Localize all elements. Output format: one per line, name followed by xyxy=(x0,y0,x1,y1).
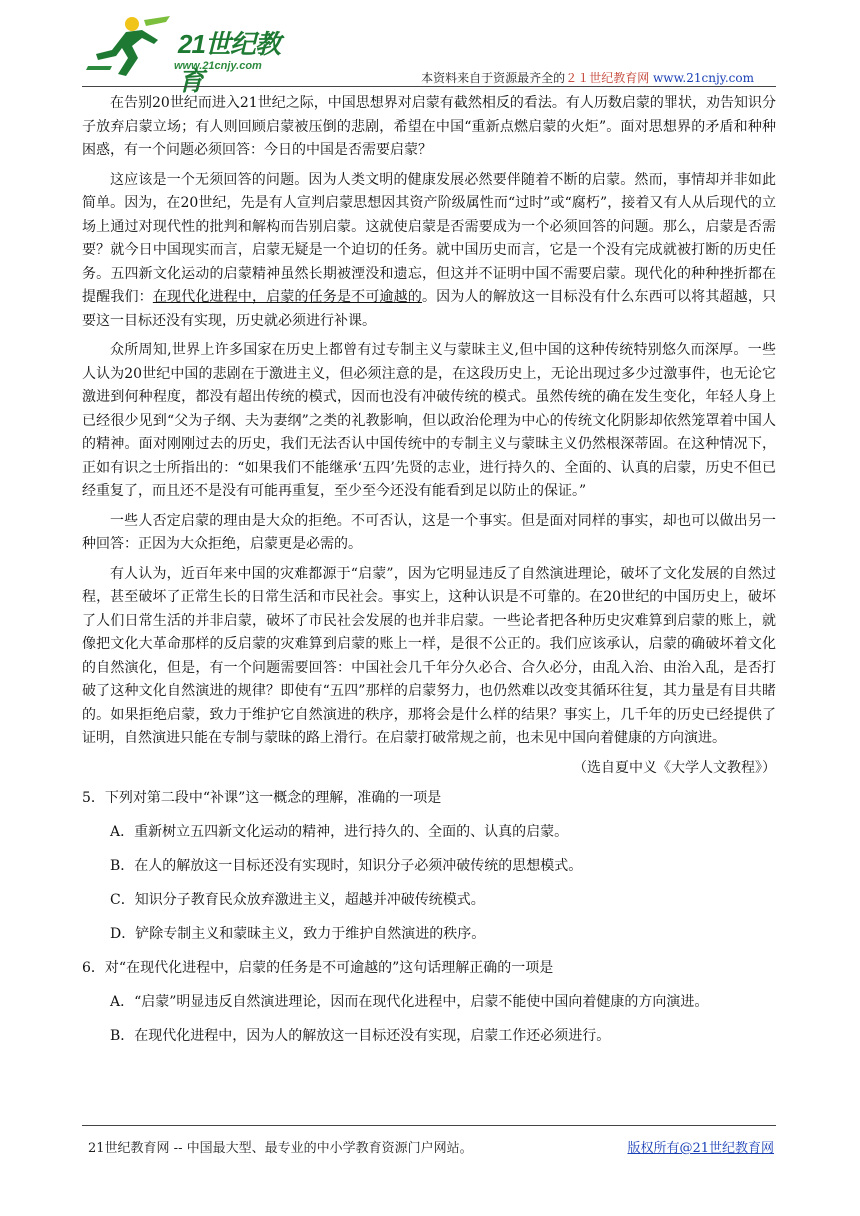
header-source-prefix: 本资料来自于资源最齐全的 xyxy=(421,71,566,85)
paragraph-5: 有人认为，近百年来中国的灾难都源于“启蒙”，因为它明显违反了自然演进理论，破坏了文化发展的自然过程，甚至破坏了正常生长的日常生活和市民社会。事实上，这种认识是不可靠的。在20世纪的中国历史上，破坏了人们日常生活的并非启蒙，破坏了市民社会发展的也并非启蒙。一些论者把各种历史灾难算到启蒙的账上，就像把文化大革命那样的反启蒙的灾难算到启蒙的账上一样，是很不公正的。我们应该承认，启蒙的确破坏着文化的自然演化，但是，有一个问题需要回答：中国社会几千年分久必合、合久必分，由乱入治、由治入乱，是否打破了这种文化自然演进的规律？即使有“五四”那样的启蒙努力，也仍然难以改变其循环往复，其力量是有目共睹的。如果拒绝启蒙，致力于维护它自然演进的秩序，那将会是什么样的结果？事实上，几千年的历史已经提供了证明，自然演进只能在专制与蒙昧的路上滑行。在启蒙打破常规之前，也未见中国向着健康的方向演进。 xyxy=(82,565,776,746)
question-5-option-a: A．重新树立五四新文化运动的精神，进行持久的、全面的、认真的启蒙。 xyxy=(110,823,569,840)
header-source-url[interactable]: www.21cnjy.com xyxy=(653,71,754,85)
logo-text: 21世纪教育 xyxy=(178,29,280,96)
header-source-line xyxy=(421,69,754,86)
header-source-site[interactable]: ２１世纪教育网 xyxy=(565,71,650,85)
paragraph-3: 众所周知,世界上许多国家在历史上都曾有过专制主义与蒙昧主义,但中国的这种传统特别悠久而深厚。一些人认为20世纪中国的悲剧在于激进主义，但必须注意的是，在这段历史上，无论出现过多少过激事件，也无论它激进到何种程度，都没有超出传统的模式，因而也没有冲破传统的模式。虽然传统的确在发生变化，年轻人身上已经很少见到“父为子纲、夫为妻纲”之类的礼教影响，但以政治伦理为中心的传统文化阴影却依然笼罩着中国人的精神。面对刚刚过去的历史，我们无法否认中国传统中的专制主义与蒙昧主义仍然根深蒂固。在这种情况下，正如有识之士所指出的：“如果我们不能继承‘五四’先贤的志业，进行持久的、全面的、认真的启蒙，历史不但已经重复了，而且还不是没有可能再重复，至少至今还没有能看到足以防止的保证。” xyxy=(82,342,776,499)
paragraph-4: 一些人否定启蒙的理由是大众的拒绝。不可否认，这是一个事实。但是面对同样的事实，却也可以做出另一种回答：正因为大众拒绝，启蒙更是必需的。 xyxy=(82,512,776,552)
article-body xyxy=(82,92,776,1047)
runner-logo-icon xyxy=(82,14,178,78)
question-6-option-b: B．在现代化进程中，因为人的解放这一目标还没有实现，启蒙工作还必须进行。 xyxy=(110,1027,611,1044)
question-6-option-a: A．“启蒙”明显违反自然演进理论，因而在现代化进程中，启蒙不能使中国向着健康的方向演进。 xyxy=(110,993,709,1010)
question-5-option-d: D．铲除专制主义和蒙昧主义，致力于维护自然演进的秩序。 xyxy=(110,925,486,942)
footer-site-description: 21世纪教育网 -- 中国最大型、最专业的中小学教育资源门户网站。 xyxy=(88,1141,473,1156)
question-5-option-b: B．在人的解放这一目标还没有实现时，知识分子必须冲破传统的思想模式。 xyxy=(110,857,583,874)
paragraph-2 xyxy=(82,169,776,334)
logo-url: www.21cnjy.com xyxy=(174,60,262,72)
underlined-key-sentence: 在现代化进程中，启蒙的任务是不可逾越的 xyxy=(152,289,423,305)
question-6-stem: 6．对“在现代化进程中，启蒙的任务是不可逾越的”这句话理解正确的一项是 xyxy=(82,959,554,976)
site-logo[interactable] xyxy=(82,14,302,96)
header-divider xyxy=(82,86,776,87)
footer-copyright-link[interactable]: 版权所有@21世纪教育网 xyxy=(627,1141,774,1156)
paragraph-1: 在告别20世纪而进入21世纪之际，中国思想界对启蒙有截然相反的看法。有人历数启蒙的罪状，劝告知识分子放弃启蒙立场；有人则回顾启蒙被压倒的悲剧，希望在中国“重新点燃启蒙的火炬”。面对思想界的矛盾和种种困惑，有一个问题必须回答：今日的中国是否需要启蒙？ xyxy=(82,95,776,158)
source-citation: （选自夏中义《大学人文教程》） xyxy=(573,759,776,776)
paragraph-2-text-a: 这应该是一个无须回答的问题。因为人类文明的健康发展必然要伴随着不断的启蒙。然而，事情却并非如此简单。因为，在20世纪，先是有人宣判启蒙思想因其资产阶级属性而“过时”或“腐朽”，接着又有人从后现代的立场上通过对现代性的批判和解构而告别启蒙。这就使启蒙是否需要成为一个必须回答的问题。那么，启蒙是否需要？就今日中国现实而言，启蒙无疑是一个迫切的任务。就中国历史而言，它是一个没有完成就被打断的历史任务。五四新文化运动的启蒙精神虽然长期被湮没和遗忘，但这并不证明中国不需要启蒙。现代化的种种挫折都在提醒我们： xyxy=(82,171,776,305)
page-header xyxy=(82,14,776,96)
question-5-option-c: C．知识分子教育民众放弃激进主义，超越并冲破传统模式。 xyxy=(110,891,485,908)
paragraph-2-text-b: 。因为人的解放这一目标没有什么东西可以将其超越，只要这一目标还没有实现，历史就必须进行补课。 xyxy=(82,289,777,329)
footer-divider xyxy=(82,1125,776,1126)
question-5-stem: 5．下列对第二段中“补课”这一概念的理解，准确的一项是 xyxy=(82,789,442,806)
